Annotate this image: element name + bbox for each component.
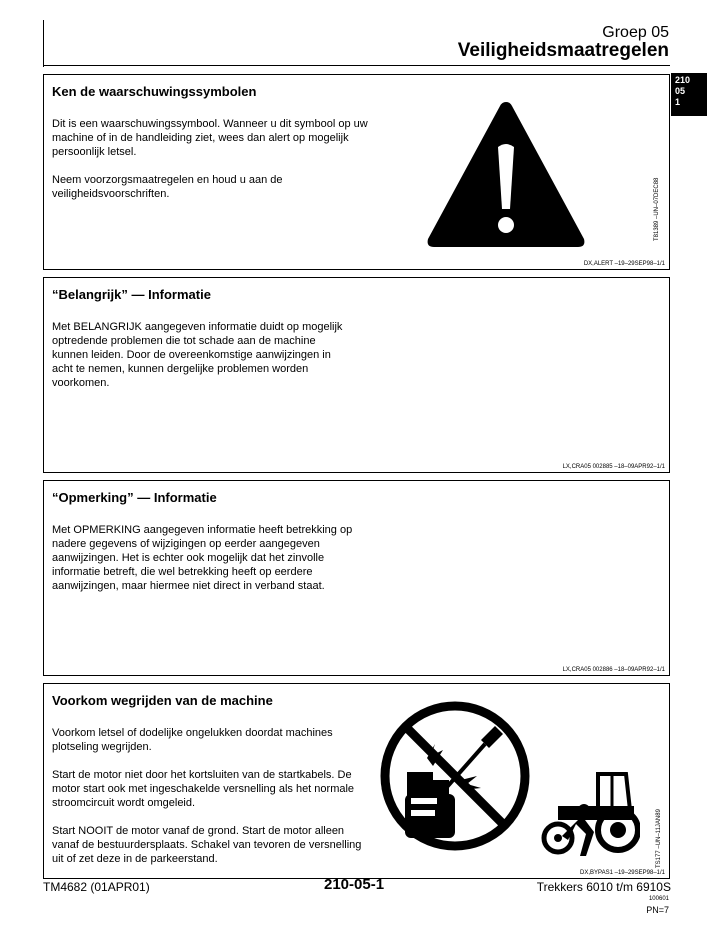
document-reference: DX,BYPAS1 –19–29SEP98–1/1 xyxy=(580,870,665,876)
section-title: Voorkom wegrijden van de machine xyxy=(52,693,273,708)
section-warning-symbols xyxy=(43,74,670,270)
tractor-runover-icon xyxy=(538,770,640,864)
section-title: “Belangrijk” — Informatie xyxy=(52,287,211,302)
page-title: Veiligheidsmaatregelen xyxy=(457,40,669,61)
document-reference: DX,ALERT –19–29SEP98–1/1 xyxy=(583,261,665,267)
section-body xyxy=(52,117,372,215)
group-label: Groep 05 xyxy=(602,24,669,41)
paragraph: Dit is een waarschuwingssymbool. Wanneer u dit symbool op uw machine of in de handleiding ziet, wees dan alert op mogelijk persoonlijk letsel. xyxy=(52,118,368,158)
image-reference: TS177 –UN–11JAN89 xyxy=(656,809,662,868)
paragraph: Start NOOIT de motor vanaf de grond. Start de motor alleen vanaf de bestuurdersplaats. Schakel van tevoren de versnelling uit of zet deze in de parkeerstand. xyxy=(52,825,362,865)
warning-triangle-icon xyxy=(424,99,588,251)
paragraph: Met OPMERKING aangegeven informatie heeft betrekking op nadere gegevens of wijzigingen op eerder aangegeven aanwijzingen. Het is echter ook mogelijk dat het zinvolle informatie betreft, die wel betrekking heeft op eerdere aanwijzingen, maar hiermee niet direct in verband staat. xyxy=(52,524,353,592)
image-reference: T81389 –UN–07DEC88 xyxy=(654,177,660,241)
section-tab-line: 1 xyxy=(675,97,681,107)
page-number: 210-05-1 xyxy=(324,876,385,893)
manual-code: TM4682 (01APR01) xyxy=(43,880,150,894)
section-note-info xyxy=(43,480,670,676)
section-tab-line: 05 xyxy=(675,86,686,96)
section-tab-line: 210 xyxy=(675,75,691,85)
no-bypass-start-icon xyxy=(377,698,533,854)
paragraph: Met BELANGRIJK aangegeven informatie duidt op mogelijk optredende problemen die tot schade aan de machine kunnen leiden. Door de overeenkomstige aanwijzingen in acht te nemen, kunnen dergelijke problemen worden voorkomen. xyxy=(52,321,343,389)
document-reference: LX,CRA05 002886 –18–09APR92–1/1 xyxy=(562,667,665,673)
print-code: 100601 xyxy=(648,896,669,902)
section-body xyxy=(52,726,368,880)
section-title: “Opmerking” — Informatie xyxy=(52,490,217,505)
header-rule xyxy=(43,65,670,66)
section-tab xyxy=(671,73,707,116)
paragraph: Start de motor niet door het kortsluiten van de startkabels. De motor start ook met ingeschakelde versnelling als het normale stroomcircuit wordt omgeleid. xyxy=(52,769,355,809)
section-important-info xyxy=(43,277,670,473)
page-id: PN=7 xyxy=(646,905,669,915)
paragraph: Voorkom letsel of dodelijke ongelukken doordat machines plotseling wegrijden. xyxy=(52,727,333,753)
document-reference: LX,CRA05 002885 –18–09APR92–1/1 xyxy=(562,464,665,470)
header-left-rule xyxy=(43,20,44,67)
product-line: Trekkers 6010 t/m 6910S xyxy=(536,880,671,894)
section-title: Ken de waarschuwingssymbolen xyxy=(52,84,257,99)
section-body xyxy=(52,320,352,404)
section-body xyxy=(52,523,364,607)
section-prevent-runaway xyxy=(43,683,670,879)
paragraph: Neem voorzorgsmaatregelen en houd u aan de veiligheidsvoorschriften. xyxy=(52,174,283,200)
